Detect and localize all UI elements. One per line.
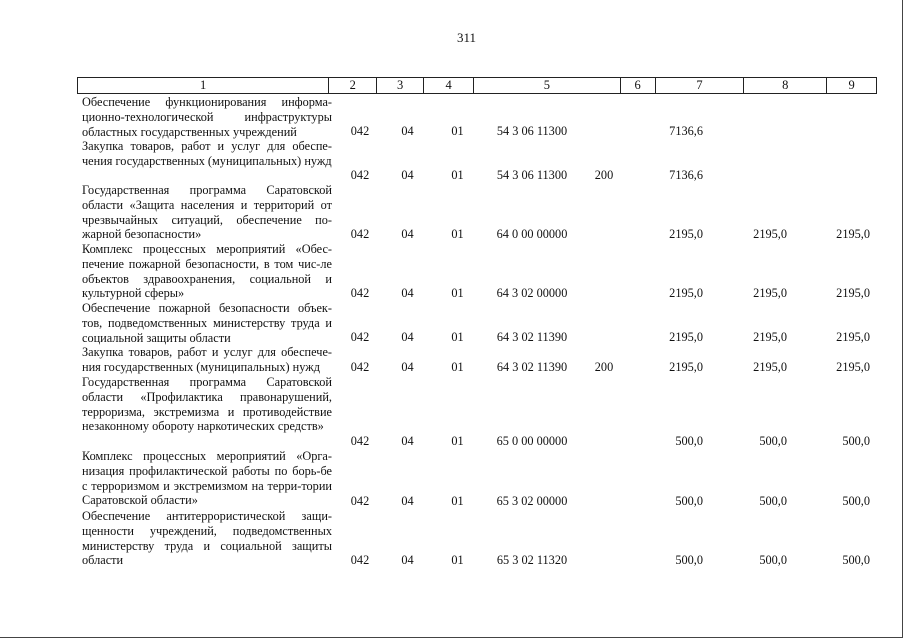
row-col-4: 01 xyxy=(451,330,464,344)
row-col-5: 54 3 06 11300 xyxy=(496,124,568,138)
row-name: Обеспечение антитеррористической защи-щенности учреждений, подведомственных министерству труда и социальной защиты области xyxy=(82,509,332,568)
row-col-5: 64 0 00 00000 xyxy=(496,227,568,241)
row-col-7: 2195,0 xyxy=(669,286,703,300)
row-col-7: 2195,0 xyxy=(669,227,703,241)
header-col-1: 1 xyxy=(78,78,329,93)
row-col-9: 500,0 xyxy=(842,494,870,508)
row-col-5: 65 0 00 00000 xyxy=(496,434,568,448)
row-col-6: 200 xyxy=(594,168,614,182)
row-col-3: 04 xyxy=(401,553,414,567)
row-col-7: 7136,6 xyxy=(669,124,703,138)
row-name: Государственная программа Саратовской области «Защита населения и территорий от чрезвычайных ситуаций, обеспечение по-жарной безопасности» xyxy=(82,183,332,242)
row-name: Закупка товаров, работ и услуг для обеспе-чения государственных (муниципальных) нужд xyxy=(82,139,332,168)
row-col-8: 2195,0 xyxy=(753,330,787,344)
row-col-6: 200 xyxy=(594,360,614,374)
row-col-9: 2195,0 xyxy=(836,360,870,374)
row-col-4: 01 xyxy=(451,286,464,300)
row-col-2: 042 xyxy=(350,168,370,182)
row-col-4: 01 xyxy=(451,124,464,138)
row-col-9: 2195,0 xyxy=(836,330,870,344)
row-col-5: 64 3 02 11390 xyxy=(496,330,568,344)
table-header xyxy=(77,77,877,94)
header-col-3: 3 xyxy=(377,78,424,93)
row-name: Комплекс процессных мероприятий «Обес-печение пожарной безопасности, в том чис-ле объектов здравоохранения, социальной и культурной сферы» xyxy=(82,242,332,301)
row-col-2: 042 xyxy=(350,124,370,138)
row-col-7: 2195,0 xyxy=(669,360,703,374)
row-name: Обеспечение пожарной безопасности объек-тов, подведомственных министерству труда и социальной защиты области xyxy=(82,301,332,345)
header-col-5: 5 xyxy=(474,78,621,93)
row-col-2: 042 xyxy=(350,286,370,300)
row-col-7: 500,0 xyxy=(675,553,703,567)
row-col-9: 500,0 xyxy=(842,434,870,448)
row-col-8: 2195,0 xyxy=(753,227,787,241)
row-col-8: 2195,0 xyxy=(753,286,787,300)
row-col-7: 500,0 xyxy=(675,434,703,448)
header-col-6: 6 xyxy=(621,78,656,93)
header-col-7: 7 xyxy=(656,78,745,93)
row-col-2: 042 xyxy=(350,360,370,374)
row-col-4: 01 xyxy=(451,168,464,182)
row-col-3: 04 xyxy=(401,434,414,448)
row-col-3: 04 xyxy=(401,494,414,508)
row-col-4: 01 xyxy=(451,553,464,567)
header-col-2: 2 xyxy=(329,78,377,93)
row-col-3: 04 xyxy=(401,124,414,138)
row-col-3: 04 xyxy=(401,330,414,344)
row-col-2: 042 xyxy=(350,494,370,508)
row-col-3: 04 xyxy=(401,286,414,300)
row-name: Закупка товаров, работ и услуг для обеспече-ния государственных (муниципальных) нужд xyxy=(82,345,332,374)
row-col-5: 64 3 02 00000 xyxy=(496,286,568,300)
row-col-8: 500,0 xyxy=(759,494,787,508)
row-col-8: 2195,0 xyxy=(753,360,787,374)
row-col-4: 01 xyxy=(451,227,464,241)
row-col-4: 01 xyxy=(451,434,464,448)
row-col-9: 2195,0 xyxy=(836,227,870,241)
row-col-8: 500,0 xyxy=(759,553,787,567)
row-col-3: 04 xyxy=(401,227,414,241)
row-col-3: 04 xyxy=(401,360,414,374)
row-col-9: 500,0 xyxy=(842,553,870,567)
row-col-5: 65 3 02 00000 xyxy=(496,494,568,508)
row-col-3: 04 xyxy=(401,168,414,182)
row-col-5: 65 3 02 11320 xyxy=(496,553,568,567)
row-name: Государственная программа Саратовской области «Профилактика правонарушений, терроризма, экстремизма и противодействие незаконному обороту наркотических средств» xyxy=(82,375,332,434)
row-name: Обеспечение функционирования информа-ционно-технологической инфраструктуры областных государственных учреждений xyxy=(82,95,332,139)
row-name: Комплекс процессных мероприятий «Орга-низация профилактической работы по борь-бе с терроризмом и экстремизмом на терри-тории Саратовской области» xyxy=(82,449,332,508)
row-col-4: 01 xyxy=(451,494,464,508)
row-col-2: 042 xyxy=(350,330,370,344)
row-col-7: 500,0 xyxy=(675,494,703,508)
header-col-8: 8 xyxy=(744,78,827,93)
row-col-2: 042 xyxy=(350,553,370,567)
row-col-8: 500,0 xyxy=(759,434,787,448)
row-col-2: 042 xyxy=(350,434,370,448)
row-col-4: 01 xyxy=(451,360,464,374)
row-col-7: 2195,0 xyxy=(669,330,703,344)
row-col-7: 7136,6 xyxy=(669,168,703,182)
row-col-2: 042 xyxy=(350,227,370,241)
row-col-5: 64 3 02 11390 xyxy=(496,360,568,374)
header-col-9: 9 xyxy=(848,78,855,92)
row-col-9: 2195,0 xyxy=(836,286,870,300)
header-col-4: 4 xyxy=(424,78,474,93)
row-col-5: 54 3 06 11300 xyxy=(496,168,568,182)
page-number: 311 xyxy=(456,30,477,45)
